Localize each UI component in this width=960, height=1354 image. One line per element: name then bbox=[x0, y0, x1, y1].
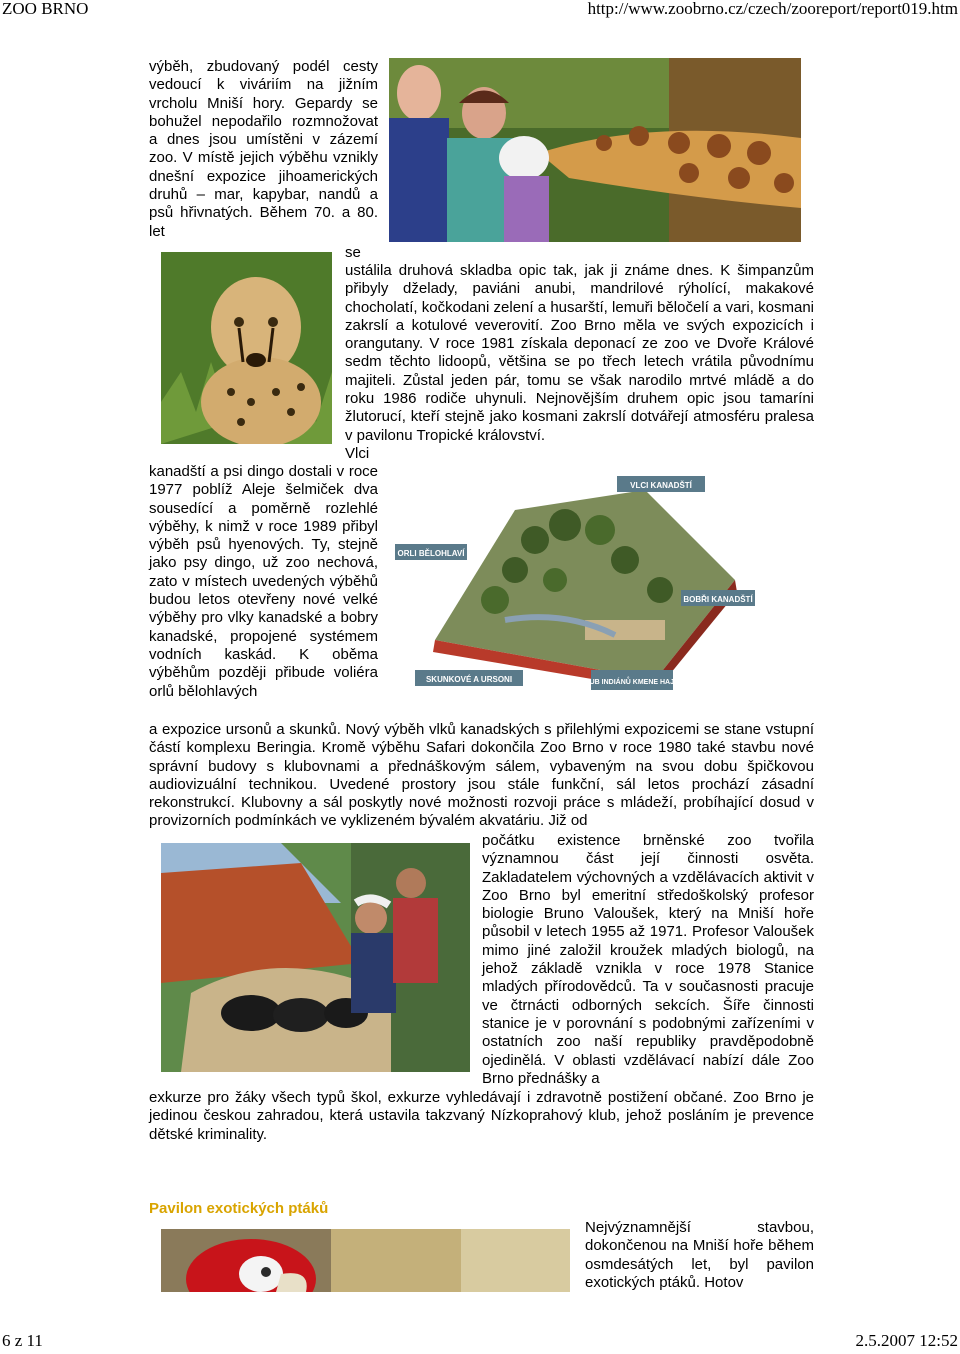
word-vlci: Vlci bbox=[345, 445, 370, 462]
beringia-model-photo bbox=[395, 470, 755, 690]
paragraph-osveta: počátku existence brněnské zoo tvořila významnou část její činnosti osvěta. Zakladatelem výchovných a vzdělávacích aktivit v Zoo Brno byl emeritní středoškolský profesor biologie Bruno Valoušek, který na Mniší hoře působil v letech 1955 až 1971. Profesor Valoušek mimo jiné založil kroužek mladých biologů, na jehož základě vznikla v roce 1978 Stanice mladých přírodovědců. Ta v současnosti pracuje ve čtrnácti odborných sekcích. Šíře činnosti stanice je v porovnání s podobnými zařízeními v ostatních zoo naší republiky pravděpodobně ojedinělá. V oblasti vzdělávací nabízí dále Zoo Brno přednášky a bbox=[482, 832, 814, 1087]
paragraph-vlci: kanadští a psi dingo dostali v roce 1977 poblíž Aleje šelmiček dva sousedící a poměrně rozlehlé výběhy, k nimž v roce 1989 přibyl výběh psů hyenových. Ty, stejně jako psy dingo, už zoo nechová, zato v místech uvedených výběhů budou letos otevřeny nové velké výběhy pro vlky kanadské a bobry kanadské, propojené systémem vodních kaskád. K oběma výběhům později přibude voliéra orlů bělohlavých bbox=[149, 463, 378, 700]
paragraph-pavilon: Nejvýznamnější stavbou, dokončenou na Mniší hoře během osmdesátých let, byl pavilon exotických ptáků. Hotov bbox=[585, 1219, 814, 1291]
label-orli: ORLI BĚLOHLAVÍ bbox=[397, 549, 465, 558]
cheetah-photo bbox=[161, 252, 332, 444]
section-heading-pavilon: Pavilon exotických ptáků bbox=[149, 1200, 329, 1217]
giraffe-photo bbox=[389, 58, 801, 242]
print-datetime: 2.5.2007 12:52 bbox=[855, 1331, 958, 1350]
label-skunkove: SKUNKOVÉ A URSONI bbox=[425, 675, 513, 684]
page-url: http://www.zoobrno.cz/czech/zooreport/report019.htm bbox=[587, 0, 958, 18]
paragraph-beringia: a expozice ursonů a skunků. Nový výběh vlků kanadských s přilehlými expozicemi se stane vstupní částí komplexu Beringia. Kromě výběhu Safari dokončila Zoo Brno v roce 1980 také stavbu nové správní budovy s klubovnami a přednáškovým sálem, vybaveným na svou dobu špičkovou audiovizuální technikou. Uvedené prostory jsou stále funkční, sál letos prochází zásadní rekonstrukcí. Klubovny a sál poskytly nové možnosti rozvoji práce s mládeží, probíhající dosud v provizorních podmínkách ve vyklizeném bývalém akvatáriu. Již od bbox=[149, 721, 814, 830]
paragraph-opice: ustálila druhová skladba opic tak, jak ji známe dnes. K šimpanzům přibyly dželady, paviáni anubi, mandrilové rýholící, makakové chocholatí, kočkodani zelení a husarští, lemuři běločelí a vari, kosmani zakrslí a kotulové veverovití. Zoo Brno měla ve svých expozicích i orangutany. V roce 1981 získala deponací ze zoo ve Dvoře Králové sedm těchto lidoopů, většina se po třech letech vrátila původnímu majiteli. Zůstal jeden pár, tomu se však narodilo mrtvé mládě a do roku 1986 rodiče uhynuli. Nejnovějším druhem opic jsou tamaríni žlutorucí, kteří stejně jako kosmani zakrslí dotvářejí atmosféru pralesa v pavilonu Tropické království. bbox=[345, 262, 814, 444]
label-bobri: BOBŘI KANADŠTÍ bbox=[683, 595, 753, 604]
youth-station-photo bbox=[161, 843, 470, 1072]
site-title: ZOO BRNO bbox=[2, 0, 89, 18]
parrot-photo bbox=[161, 1229, 570, 1292]
label-vlci: VLCI KANADŠTÍ bbox=[630, 481, 692, 490]
label-srub: SRUB INDIÁNŮ KMENE HAJDA bbox=[579, 679, 685, 686]
word-se: se bbox=[345, 244, 361, 261]
paragraph-gepardy: výběh, zbudovaný podél cesty vedoucí k viváriím na jižním vrcholu Mniší hory. Gepardy se bohužel nepodařilo rozmnožovat a dnes jsou umístěni v zázemí zoo. V místě jejich výběhu vznikly dnešní expozice jihoamerických druhů – mar, kapybar, nandů a psů hřivnatých. Během 70. a 80. let bbox=[149, 58, 378, 240]
page-count: 6 z 11 bbox=[2, 1331, 43, 1350]
paragraph-klub: exkurze pro žáky všech typů škol, exkurze vyhledávají i zdravotně postižení občané. Zoo Brno je jedinou českou zahradou, která ustavila takzvaný Nízkoprahový klub, jehož posláním je prevence dětské kriminality. bbox=[149, 1089, 814, 1143]
